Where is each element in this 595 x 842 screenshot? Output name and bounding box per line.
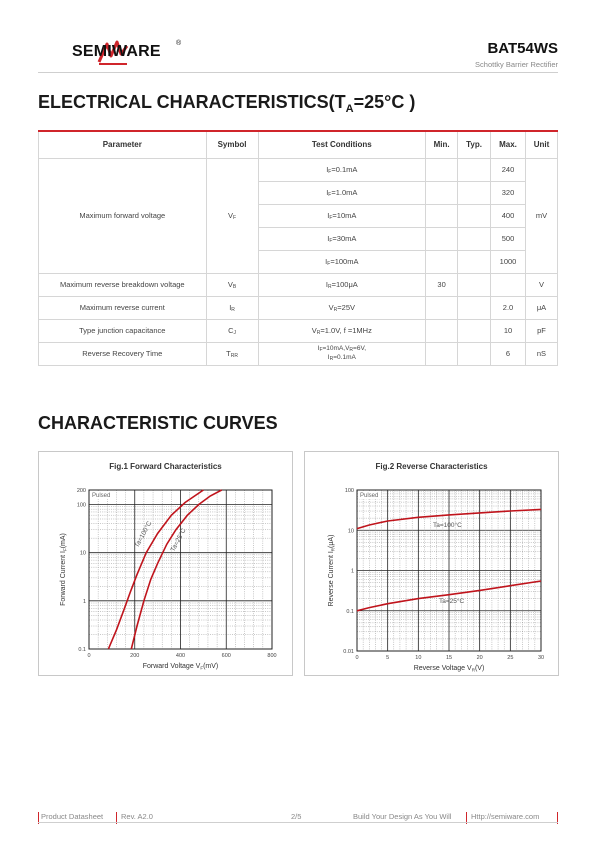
header-parameter: Parameter — [39, 131, 207, 158]
table-header-row — [39, 131, 558, 158]
y-axis-label: Forward Current $I_F(mA)$ — [60, 533, 68, 606]
breakdown-parameter: Maximum reverse breakdown voltage — [39, 273, 207, 296]
y-tick-label: 0.1 — [78, 647, 86, 653]
footer-page-number: 2/5 — [291, 812, 302, 821]
reverse-current-condition: $V_R=25V$ — [258, 296, 426, 319]
y-tick-label: 200 — [76, 488, 86, 494]
table-row — [39, 342, 558, 365]
x-tick-label: 600 — [221, 653, 231, 659]
x-tick-label: 800 — [267, 653, 277, 659]
forward-characteristics-figure — [38, 451, 293, 676]
brand-name: SEMIWARE — [72, 43, 161, 60]
y-tick-label: 0.1 — [346, 608, 354, 615]
series-label: Ta=25°C — [169, 527, 188, 553]
recovery-parameter: Reverse Recovery Time — [39, 342, 207, 365]
capacitance-unit: pF — [525, 319, 557, 342]
x-axis-label: Forward Voltage $V_F(mV)$ — [142, 663, 219, 671]
reverse-characteristics-figure — [304, 451, 559, 676]
series-label: Ta=25°C — [439, 598, 465, 605]
x-tick-label: 0 — [87, 653, 91, 659]
footer-product-datasheet: Product Datasheet — [41, 812, 104, 821]
reverse-current-parameter: Maximum reverse current — [39, 296, 207, 319]
max-value: 400 — [491, 204, 526, 227]
reverse-current-max: 2.0 — [491, 296, 526, 319]
breakdown-condition: $I_R=100\mu A$ — [258, 273, 426, 296]
x-tick-label: 25 — [507, 655, 514, 661]
test-condition: $I_F=30mA$ — [258, 227, 426, 250]
capacitance-condition: $V_R=1.0V$, f =1MHz — [258, 319, 426, 342]
y-tick-label: 1 — [350, 568, 354, 575]
series-label: Ta=100°C — [133, 520, 154, 549]
header-typ: Typ. — [458, 131, 491, 158]
test-condition: $I_F=10mA$ — [258, 204, 426, 227]
x-tick-label: 400 — [175, 653, 186, 659]
table-row — [39, 319, 558, 342]
part-number: BAT54WS — [487, 40, 558, 57]
reverse-current-symbol: $I_R$ — [206, 296, 258, 319]
header-symbol: Symbol — [206, 131, 258, 158]
recovery-symbol: $T_{RR}$ — [206, 342, 258, 365]
pulsed-annotation: Pulsed — [360, 493, 379, 499]
header-min: Min. — [426, 131, 458, 158]
y-tick-label: 0.01 — [343, 649, 354, 655]
table-row — [39, 273, 558, 296]
x-tick-label: 5 — [386, 655, 390, 661]
figure-title: Fig.2 Reverse Characteristics — [375, 462, 488, 471]
forward-voltage-symbol: $V_F$ — [206, 158, 258, 273]
y-tick-label: 10 — [347, 528, 354, 535]
capacitance-symbol: $C_J$ — [206, 319, 258, 342]
breakdown-unit: V — [525, 273, 557, 296]
series-label: Ta=100°C — [433, 522, 462, 529]
reverse-current-unit: μA — [525, 296, 557, 319]
y-tick-label: 100 — [344, 488, 354, 494]
forward-voltage-parameter: Maximum forward voltage — [39, 158, 207, 273]
header-test-conditions: Test Conditions — [258, 131, 426, 158]
figure-title: Fig.1 Forward Characteristics — [109, 462, 222, 471]
recovery-unit: nS — [525, 342, 557, 365]
reverse-characteristics-chart — [305, 452, 560, 677]
capacitance-max: 10 — [491, 319, 526, 342]
breakdown-symbol: $V_B$ — [206, 273, 258, 296]
capacitance-parameter: Type junction capacitance — [39, 319, 207, 342]
x-tick-label: 20 — [476, 655, 483, 661]
y-tick-label: 10 — [79, 550, 86, 557]
max-value: 1000 — [491, 250, 526, 273]
header-divider — [38, 72, 558, 73]
table-row — [39, 296, 558, 319]
recovery-condition: $I_F=10mA,V_R=6V$, $I_R=0.1mA$ — [258, 342, 426, 365]
registered-mark: ® — [176, 40, 182, 47]
y-axis-label: Reverse Current $I_R(\mu A)$ — [328, 534, 336, 607]
test-condition: $I_F=1.0mA$ — [258, 181, 426, 204]
electrical-characteristics-table — [38, 130, 558, 366]
footer-link[interactable]: Http://semiware.com — [471, 812, 540, 821]
footer-divider — [38, 822, 558, 823]
x-tick-label: 10 — [415, 655, 422, 661]
characteristic-curves-title: CHARACTERISTIC CURVES — [38, 413, 278, 433]
pulsed-annotation: Pulsed — [92, 493, 111, 499]
part-description: Schottky Barrier Rectifier — [475, 60, 558, 69]
test-condition: $I_F=100mA$ — [258, 250, 426, 273]
y-tick-label: 1 — [82, 598, 86, 605]
breakdown-min: 30 — [426, 273, 458, 296]
x-tick-label: 30 — [537, 655, 545, 661]
recovery-max: 6 — [491, 342, 526, 365]
header-unit: Unit — [525, 131, 557, 158]
forward-characteristics-chart — [39, 452, 294, 677]
x-tick-label: 200 — [130, 653, 140, 659]
max-value: 320 — [491, 181, 526, 204]
x-axis-label: Reverse Voltage $V_R(V)$ — [413, 665, 485, 673]
x-tick-label: 0 — [355, 655, 359, 661]
test-condition: $I_F=0.1mA$ — [258, 158, 426, 181]
table-row — [39, 158, 558, 181]
max-value: 500 — [491, 227, 526, 250]
x-tick-label: 15 — [445, 655, 453, 661]
y-tick-label: 100 — [76, 502, 86, 509]
electrical-characteristics-title: ELECTRICAL $CHARACTERISTICS(T_A=25^\circ C$ ) — [38, 92, 416, 115]
max-value: 240 — [491, 158, 526, 181]
forward-voltage-unit: mV — [525, 158, 557, 273]
header-max: Max. — [491, 131, 526, 158]
footer-slogan: Build Your Design As You Will — [353, 812, 452, 821]
footer-revision: Rev. A2.0 — [121, 812, 153, 821]
